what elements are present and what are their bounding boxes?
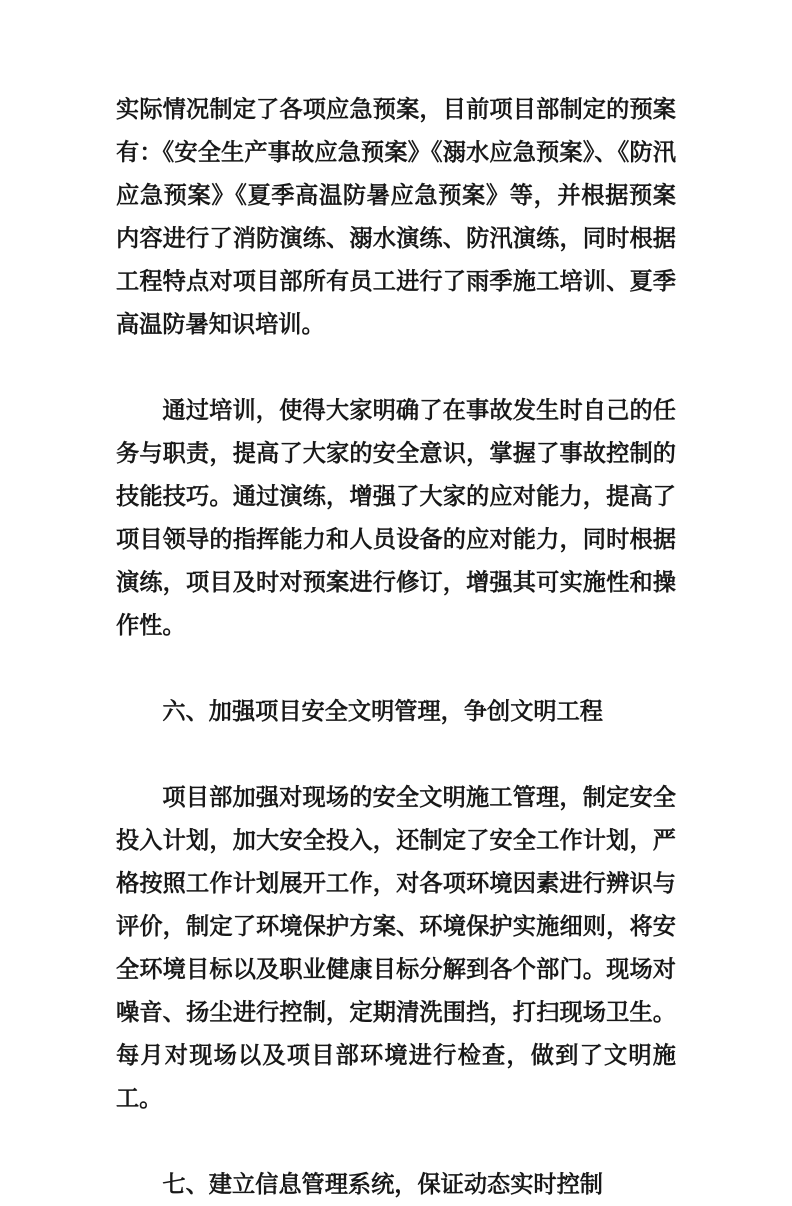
- paragraph-spacer: [116, 733, 676, 776]
- body-paragraph-civilized-construction: 项目部加强对现场的安全文明施工管理，制定安全投入计划，加大安全投入，还制定了安全工作计划，严格按照工作计划展开工作，对各项环境因素进行辨识与评价，制定了环境保护方案、环境保护实施细则，将安全环境目标以及职业健康目标分解到各个部门。现场对噪音、扬尘进行控制，定期清洗围挡，打扫现场卫生。每月对现场以及项目部环境进行检查，做到了文明施工。: [116, 784, 676, 1112]
- document-body: [116, 88, 676, 1206]
- body-paragraph-training-outcomes: 通过培训，使得大家明确了在事故发生时自己的任务与职责，提高了大家的安全意识，掌握了事故控制的技能技巧。通过演练，增强了大家的应对能力，提高了项目领导的指挥能力和人员设备的应对能力，同时根据演练，项目及时对预案进行修订，增强其可实施性和操作性。: [116, 397, 676, 639]
- section-heading-six: 六、加强项目安全文明管理，争创文明工程: [162, 698, 603, 725]
- body-paragraph-emergency-plans: 实际情况制定了各项应急预案，目前项目部制定的预案有：《安全生产事故应急预案》《溺水应急预案》、《防汛应急预案》《夏季高温防暑应急预案》等，并根据预案内容进行了消防演练、溺水演练、防汛演练，同时根据工程特点对项目部所有员工进行了雨季施工培训、夏季高温防暑知识培训。: [116, 96, 676, 338]
- paragraph-spacer: [116, 346, 676, 389]
- paragraph-spacer: [116, 1120, 676, 1163]
- paragraph-spacer: [116, 647, 676, 690]
- section-heading-seven: 七、建立信息管理系统，保证动态实时控制: [162, 1171, 603, 1198]
